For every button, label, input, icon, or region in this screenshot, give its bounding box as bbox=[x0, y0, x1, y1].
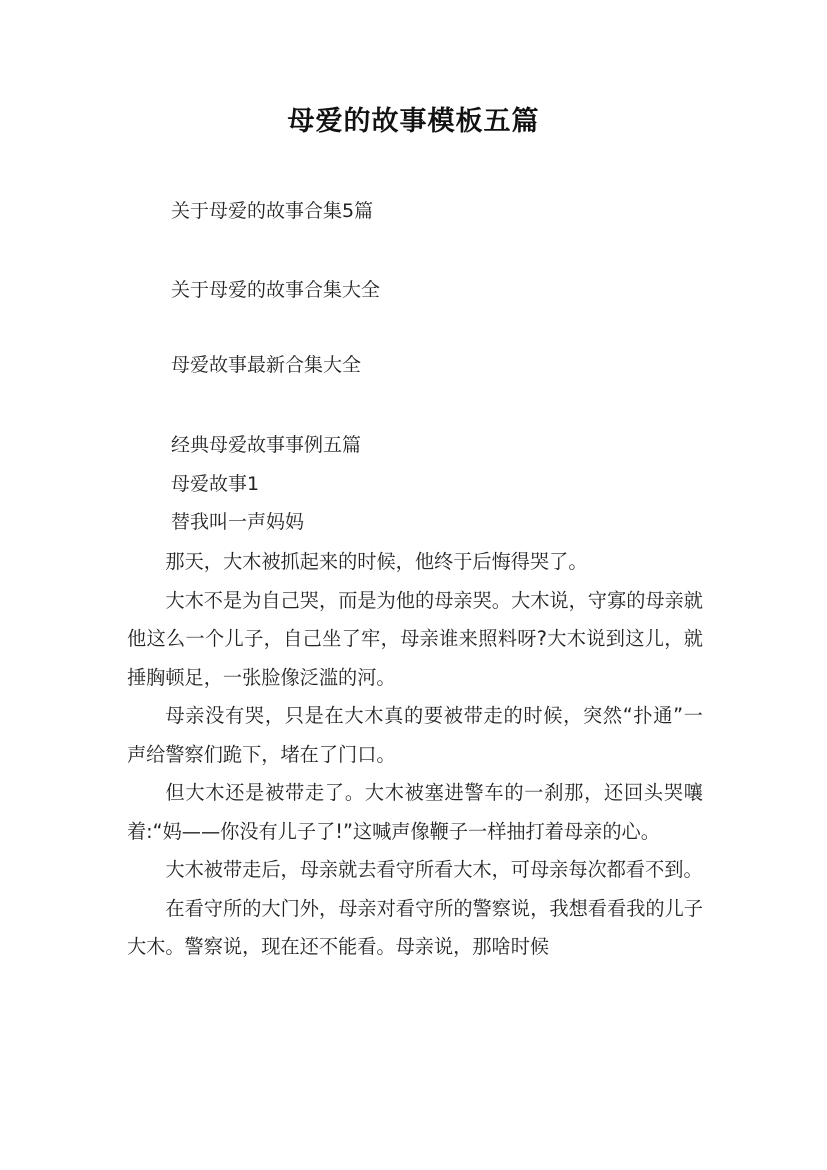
heading-line: 母爱故事最新合集大全 bbox=[171, 354, 362, 376]
paragraph: 在看守所的大门外，母亲对看守所的警察说，我想看看我的儿子大木。警察说，现在还不能看。母亲说，那啥时候 bbox=[127, 896, 703, 958]
document-title: 母爱的故事模板五篇 bbox=[287, 106, 540, 137]
paragraph: 大木被带走后，母亲就去看守所看大木，可母亲每次都看不到。 bbox=[165, 858, 703, 881]
story-number: 母爱故事1 bbox=[171, 473, 260, 495]
story-body bbox=[127, 543, 703, 967]
heading-line: 关于母爱的故事合集5篇 bbox=[171, 200, 374, 222]
story-title: 替我叫一声妈妈 bbox=[171, 511, 305, 533]
heading-line: 关于母爱的故事合集大全 bbox=[171, 279, 381, 301]
paragraph: 母亲没有哭，只是在大木真的要被带走的时候，突然“扑通”一声给警察们跪下，堵在了门口。 bbox=[127, 704, 703, 766]
paragraph: 那天，大木被抓起来的时候，他终于后悔得哭了。 bbox=[165, 550, 588, 573]
paragraph: 大木不是为自己哭，而是为他的母亲哭。大木说，守寡的母亲就他这么一个儿子，自己坐了牢，母亲谁来照料呀?大木说到这儿，就捶胸顿足，一张脸像泛滥的河。 bbox=[127, 588, 703, 689]
heading-line: 经典母爱故事事例五篇 bbox=[171, 434, 362, 456]
paragraph: 但大木还是被带走了。大木被塞进警车的一刹那，还回头哭嚷着:“妈——你没有儿子了!”这喊声像鞭子一样抽打着母亲的心。 bbox=[127, 781, 703, 843]
